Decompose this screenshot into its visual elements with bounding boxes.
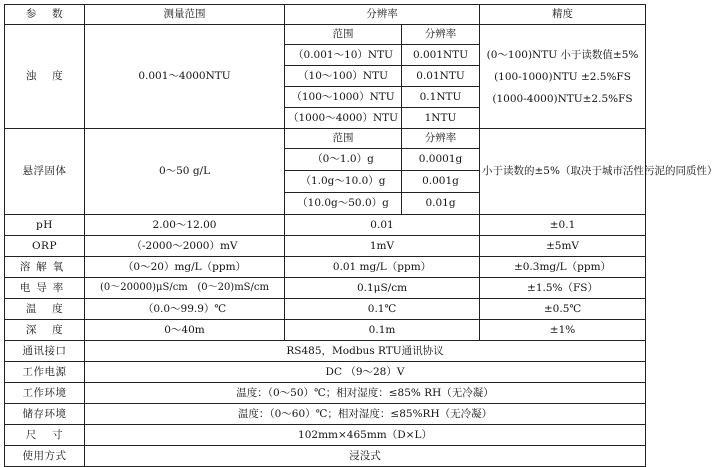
turbidity-accuracy-line: (1000-4000)NTU±2.5%FS: [492, 92, 633, 105]
suspended-label: 悬浮固体: [5, 129, 85, 215]
param-resolution: 1mV: [285, 236, 480, 257]
general-row-interface: [5, 341, 646, 362]
param-row-orp: [5, 236, 646, 257]
turbidity-sub-res: 0.1NTU: [402, 87, 480, 108]
suspended-accuracy: 小于读数的±5%（取决于城市活性污泥的同质性）: [480, 129, 646, 215]
general-label: 尺 寸: [5, 425, 85, 446]
param-resolution: 0.01: [285, 215, 480, 236]
param-row-conductivity: [5, 278, 646, 299]
turbidity-sub-range: （10～100）NTU: [285, 66, 402, 87]
general-row-storage-env: [5, 404, 646, 425]
header-range: 测量范围: [85, 5, 285, 25]
suspended-sub-range: （0～1.0）g: [285, 149, 402, 171]
general-label: 储存环境: [5, 404, 85, 425]
header-accuracy: 精度: [480, 5, 646, 25]
param-range: 2.00～12.00: [85, 215, 285, 236]
suspended-sub-res: 0.001g: [402, 171, 480, 193]
param-label: 温 度: [5, 299, 85, 320]
general-row-dimensions: [5, 425, 646, 446]
param-accuracy: ±0.1: [480, 215, 646, 236]
turbidity-sub-range: （1000～4000）NTU: [285, 108, 402, 129]
param-resolution: 0.1℃: [285, 299, 480, 320]
param-range: (0～20000)μS/cm (0～20)mS/cm: [85, 278, 285, 299]
param-accuracy: ±0.5℃: [480, 299, 646, 320]
turbidity-range: 0.001～4000NTU: [85, 25, 285, 129]
turbidity-sub-res: 0.001NTU: [402, 45, 480, 66]
param-accuracy: ±1.5%（FS）: [480, 278, 646, 299]
param-range: 0～40m: [85, 320, 285, 341]
header-row: [5, 5, 646, 25]
turbidity-accuracy-line: (0～100)NTU 小于读数值±5%: [486, 48, 639, 61]
param-row-do: [5, 257, 646, 278]
turbidity-sub-res-header: 分辨率: [402, 25, 480, 45]
general-row-usage: [5, 446, 646, 467]
general-value: 温度：（0～50）℃；相对湿度：≤85% RH（无冷凝）: [85, 383, 646, 404]
param-label: 深 度: [5, 320, 85, 341]
turbidity-label: 浊 度: [5, 25, 85, 129]
param-row-temperature: [5, 299, 646, 320]
general-label: 通讯接口: [5, 341, 85, 362]
suspended-sub-range: （10.0g～50.0）g: [285, 193, 402, 215]
param-accuracy: ±0.3mg/L（ppm）: [480, 257, 646, 278]
general-row-operating-env: [5, 383, 646, 404]
spec-table: [4, 4, 717, 467]
general-row-power: [5, 362, 646, 383]
param-resolution: 0.1μS/cm: [285, 278, 480, 299]
param-accuracy: ±1%: [480, 320, 646, 341]
param-range: （-2000～2000）mV: [85, 236, 285, 257]
general-value: 102mm×465mm（D×L）: [85, 425, 646, 446]
param-accuracy: ±5mV: [480, 236, 646, 257]
turbidity-row: [5, 25, 646, 45]
param-resolution: 0.01 mg/L（ppm）: [285, 257, 480, 278]
turbidity-accuracy: [480, 25, 646, 129]
turbidity-sub-res: 1NTU: [402, 108, 480, 129]
general-label: 工作电源: [5, 362, 85, 383]
suspended-sub-res: 0.01g: [402, 193, 480, 215]
turbidity-sub-range: （100～1000）NTU: [285, 87, 402, 108]
param-row-depth: [5, 320, 646, 341]
general-label: 使用方式: [5, 446, 85, 467]
header-resolution: 分辨率: [285, 5, 480, 25]
header-param: 参 数: [5, 5, 85, 25]
param-label: 溶解氧: [5, 257, 85, 278]
param-label: ORP: [5, 236, 85, 257]
general-label: 工作环境: [5, 383, 85, 404]
suspended-sub-range-header: 范围: [285, 129, 402, 149]
param-label: 电导率: [5, 278, 85, 299]
general-value: DC （9～28）V: [85, 362, 646, 383]
turbidity-sub-range-header: 范围: [285, 25, 402, 45]
turbidity-sub-res: 0.01NTU: [402, 66, 480, 87]
param-row-ph: [5, 215, 646, 236]
suspended-row: [5, 129, 646, 149]
param-range: （0.0～99.9）℃: [85, 299, 285, 320]
suspended-sub-range: （1.0g～10.0）g: [285, 171, 402, 193]
general-value: RS485，Modbus RTU通讯协议: [85, 341, 646, 362]
general-value: 温度：（0～60）℃；相对湿度：≤85%RH（无冷凝）: [85, 404, 646, 425]
suspended-range: 0～50 g/L: [85, 129, 285, 215]
param-range: （0～20）mg/L（ppm）: [85, 257, 285, 278]
suspended-sub-res: 0.0001g: [402, 149, 480, 171]
param-label: pH: [5, 215, 85, 236]
turbidity-sub-range: （0.001～10）NTU: [285, 45, 402, 66]
suspended-sub-res-header: 分辨率: [402, 129, 480, 149]
param-resolution: 0.1m: [285, 320, 480, 341]
general-value: 浸没式: [85, 446, 646, 467]
turbidity-accuracy-line: (100-1000)NTU ±2.5%FS: [494, 70, 631, 83]
